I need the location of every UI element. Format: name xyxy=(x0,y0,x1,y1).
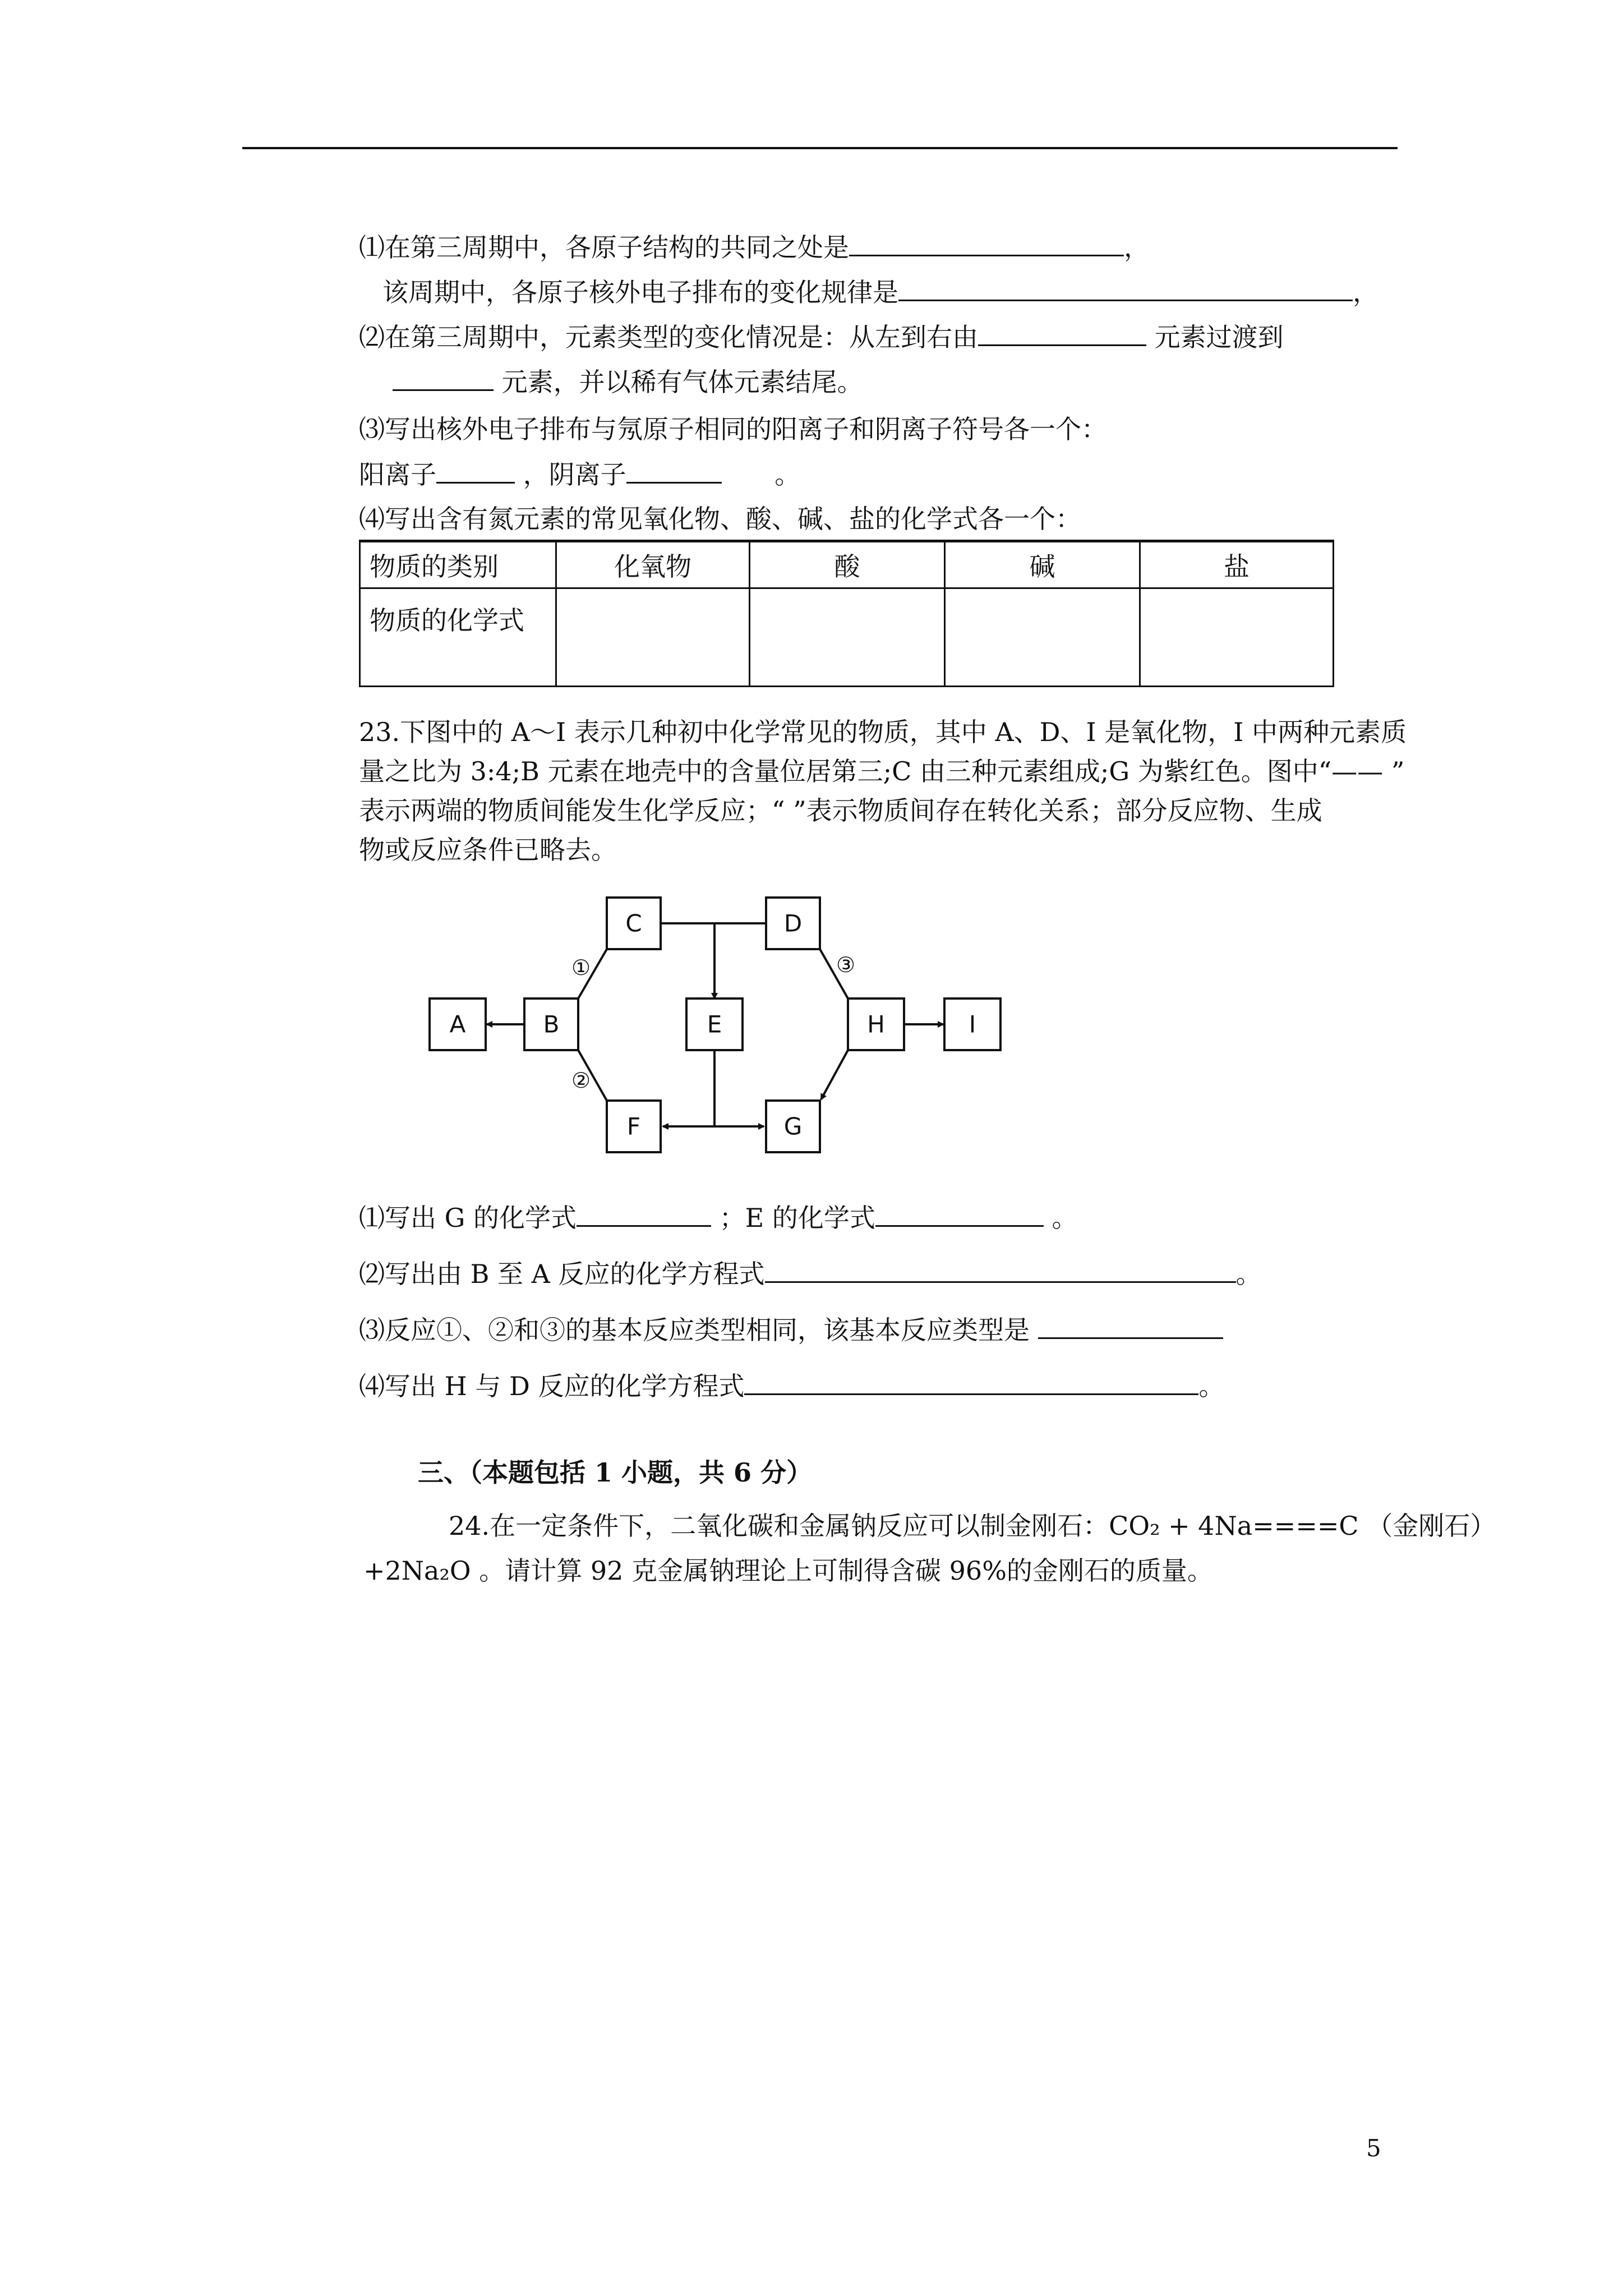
q23-stem-line4: 物或反应条件已略去。 xyxy=(359,835,617,865)
q23-sub3: ⑶反应①、②和③的基本反应类型相同，该基本反应类型是 xyxy=(359,1313,1223,1347)
reaction-diagram xyxy=(426,886,1009,1161)
table-answer-cell[interactable] xyxy=(556,588,750,687)
node-label-f: F xyxy=(626,1112,641,1140)
reaction-mark-1: ① xyxy=(571,955,591,980)
answer-blank[interactable] xyxy=(978,320,1146,346)
q23-stem-line2: 量之比为 3:4;B 元素在地壳中的含量位居第三;C 由三种元素组成;G 为紫红色。图中“—— ” xyxy=(359,756,1405,786)
table-header-cell: 盐 xyxy=(1140,541,1334,588)
table-header-cell: 化氧物 xyxy=(556,541,750,588)
q22-part3-answers: 阳离子 ，阴离子 。 xyxy=(359,457,800,491)
node-label-b: B xyxy=(543,1010,560,1038)
reaction-type-blank[interactable] xyxy=(1038,1313,1223,1339)
q23-stem-line1: 23.下图中的 A～I 表示几种初中化学常见的物质，其中 A、D、I 是氧化物，I 中两种元素质 xyxy=(359,717,1407,747)
q22-part2-line2: 元素，并以稀有气体元素结尾。 xyxy=(393,365,863,399)
table-header-cell: 碱 xyxy=(945,541,1140,588)
q23-sub2: ⑵写出由 B 至 A 反应的化学方程式 。 xyxy=(359,1257,1262,1291)
q23-sub1: ⑴写出 G 的化学式 ；E 的化学式 。 xyxy=(359,1200,1077,1235)
q23-sub4: ⑷写出 H 与 D 反应的化学方程式 。 xyxy=(359,1369,1224,1403)
q22-part3: ⑶写出核外电子排布与氖原子相同的阳离子和阴离子符号各一个： xyxy=(359,414,1107,444)
node-label-i: I xyxy=(969,1010,976,1038)
table-row xyxy=(360,588,1334,687)
node-label-g: G xyxy=(783,1112,803,1140)
node-label-h: H xyxy=(867,1010,885,1038)
table-header-cell: 物质的类别 xyxy=(360,541,556,588)
anion-blank[interactable] xyxy=(626,457,722,484)
node-label-c: C xyxy=(625,909,642,937)
equation-blank[interactable] xyxy=(744,1369,1198,1395)
answer-blank[interactable] xyxy=(898,275,1353,301)
header-rule xyxy=(242,147,1398,149)
q24-line1: 24.在一定条件下，二氧化碳和金属钠反应可以制金刚石：CO₂ + 4Na====C （金刚石） xyxy=(449,1511,1496,1541)
reaction-mark-3: ③ xyxy=(836,953,856,977)
q22-part1-line2: 该周期中，各原子核外电子排布的变化规律是 ， xyxy=(382,275,1378,309)
cation-blank[interactable] xyxy=(436,457,515,484)
section-heading: 三、（本题包括 1 小题，共 6 分） xyxy=(418,1457,813,1488)
answer-blank[interactable] xyxy=(849,230,1124,256)
equation-blank[interactable] xyxy=(765,1257,1236,1283)
table-answer-cell[interactable] xyxy=(945,588,1140,687)
reaction-mark-2: ② xyxy=(571,1068,591,1093)
q22-part4: ⑷写出含有氮元素的常见氧化物、酸、碱、盐的化学式各一个： xyxy=(359,504,1081,534)
q24-line2: +2Na₂O 。请计算 92 克金属钠理论上可制得含碳 96%的金刚石的质量。 xyxy=(363,1556,1213,1586)
substance-table xyxy=(359,540,1334,687)
table-header-row xyxy=(360,541,1334,588)
page-number: 5 xyxy=(1366,2134,1381,2162)
node-label-e: E xyxy=(707,1010,722,1038)
node-label-d: D xyxy=(783,909,803,937)
g-formula-blank[interactable] xyxy=(577,1200,711,1227)
q22-part2-line1: ⑵在第三周期中，元素类型的变化情况是：从左到右由 元素过渡到 xyxy=(359,320,1284,354)
table-answer-cell[interactable] xyxy=(750,588,945,687)
table-row-label: 物质的化学式 xyxy=(360,588,556,687)
table-answer-cell[interactable] xyxy=(1140,588,1334,687)
q22-part1-line1: ⑴在第三周期中，各原子结构的共同之处是 ， xyxy=(359,230,1150,264)
table-header-cell: 酸 xyxy=(750,541,945,588)
q23-stem-line3: 表示两端的物质间能发生化学反应；“ ”表示物质间存在转化关系；部分反应物、生成 xyxy=(359,795,1322,826)
e-formula-blank[interactable] xyxy=(875,1200,1044,1227)
node-label-a: A xyxy=(449,1010,466,1038)
answer-blank[interactable] xyxy=(393,365,494,391)
